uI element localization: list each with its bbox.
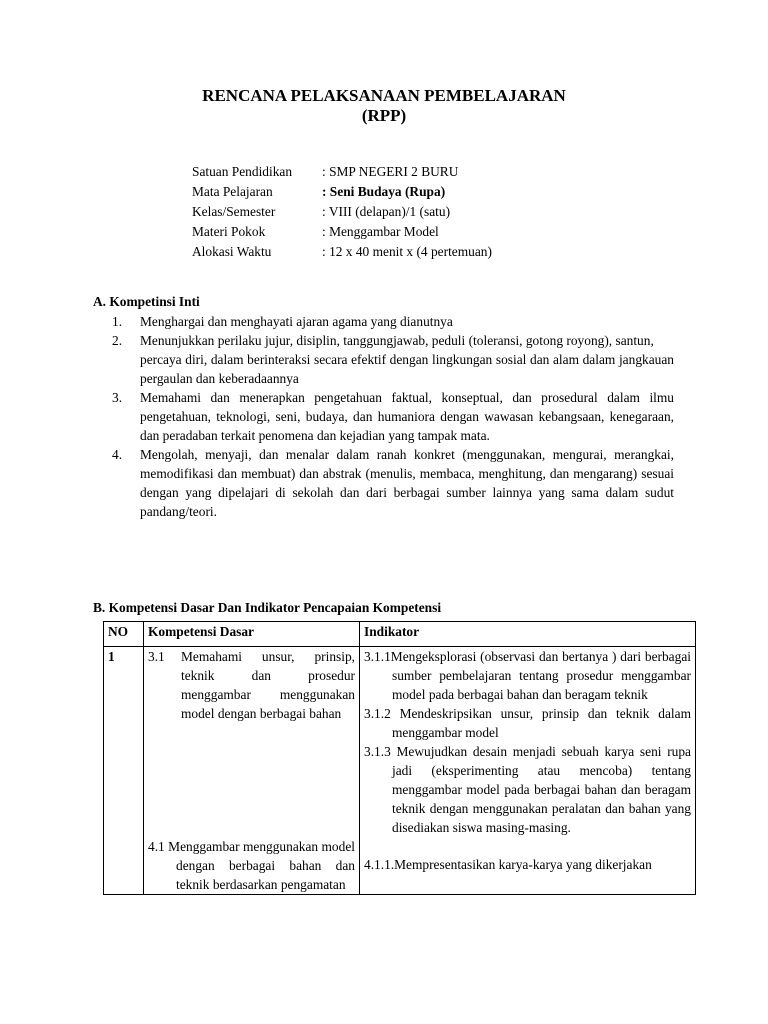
indicator-item: 3.1.3 Mewujudkan desain menjadi sebuah karya seni rupa jadi (eksperimenting atau mencoba) tentang menggambar model pada berbagai bahan dan beragam teknik dengan menggunakan peralatan dan bahan yang disediakan siswa masing-masing.	[364, 744, 691, 835]
info-row	[192, 242, 492, 262]
list-item	[112, 312, 674, 331]
header-no: NO	[104, 622, 144, 647]
info-label: Mata Pelajaran	[192, 184, 273, 199]
kd-item	[148, 647, 355, 723]
header-kompetensi-dasar: Kompetensi Dasar	[144, 622, 360, 647]
kd-text: Memahami unsur, prinsip, teknik dan prosedur menggambar menggunakan model dengan berbagai bahan	[181, 649, 355, 721]
indikator-cell	[360, 647, 696, 895]
row-number: 1	[104, 647, 144, 895]
kd-number: 3.1	[148, 649, 165, 664]
list-text: Memahami dan menerapkan pengetahuan faktual, konseptual, dan prosedural dalam ilmu pengetahuan, teknologi, seni, budaya, dan humaniora dengan wawasan kebangsaan, kenegaraan, dan peradaban terkait penomena dan kejadian yang tampak mata.	[140, 390, 674, 443]
title-line-1: RENCANA PELAKSANAAN PEMBELAJARAN	[202, 86, 566, 105]
kompetensi-dasar-cell	[144, 647, 360, 895]
info-row	[192, 182, 492, 202]
info-value: : Seni Budaya (Rupa)	[322, 184, 446, 199]
info-row	[192, 162, 492, 182]
document-title	[0, 86, 768, 126]
spacer	[364, 837, 691, 855]
kd-item: 4.1 Menggambar menggunakan model dengan berbagai bahan dan teknik berdasarkan pengamatan	[148, 839, 355, 892]
list-number: 2.	[112, 333, 123, 348]
list-text: Mengolah, menyaji, dan menalar dalam ranah konkret (menggunakan, mengurai, merangkai, memodifikasi dan membuat) dan abstrak (menulis, membaca, menghitung, dan mengarang) sesuai dengan yang dipelajari di sekolah dan dari berbagai sumber lainnya yang sama dalam sudut pandang/teori.	[140, 447, 674, 519]
info-value: : VIII (delapan)/1 (satu)	[322, 204, 451, 219]
spacer	[148, 723, 355, 837]
list-item	[112, 388, 674, 445]
indicator-item: 4.1.1.Mempresentasikan karya-karya yang dikerjakan	[364, 857, 652, 872]
info-label: Kelas/Semester	[192, 204, 276, 219]
section-a-heading: A. Kompetinsi Inti	[93, 294, 200, 309]
title-line-2: (RPP)	[361, 106, 407, 125]
list-item	[112, 331, 674, 388]
header-indikator: Indikator	[360, 622, 696, 647]
table-row	[104, 647, 696, 895]
list-text: Menghargai dan menghayati ajaran agama yang dianutnya	[140, 314, 453, 329]
list-text-group	[140, 331, 674, 388]
info-label: Satuan Pendidikan	[192, 164, 293, 179]
list-number: 3.	[112, 390, 123, 405]
identity-block	[192, 162, 492, 262]
list-number: 1.	[112, 314, 123, 329]
info-row	[192, 202, 492, 222]
info-row	[192, 222, 492, 242]
list-item	[112, 445, 674, 521]
list-text-continued: percaya diri, dalam berinteraksi secara efektif dengan lingkungan sosial dan alam dalam jangkauan pergaulan dan keberadaannya	[140, 352, 674, 386]
info-label: Materi Pokok	[192, 224, 266, 239]
indicator-item: 3.1.2 Mendeskripsikan unsur, prinsip dan teknik dalam menggambar model	[364, 706, 691, 740]
list-text: Menunjukkan perilaku jujur, disiplin, tanggungjawab, peduli (toleransi, gotong royong), santun,	[140, 333, 654, 348]
info-value: : Menggambar Model	[322, 224, 439, 239]
list-number: 4.	[112, 447, 123, 462]
competency-table	[103, 621, 696, 895]
table-header-row	[104, 622, 696, 647]
info-value: : 12 x 40 menit x (4 pertemuan)	[322, 244, 492, 259]
info-value: : SMP NEGERI 2 BURU	[322, 164, 459, 179]
indicator-item: 3.1.1Mengeksplorasi (observasi dan bertanya ) dari berbagai sumber pembelajaran tentang prosedur menggambar model pada berbagai bahan dan beragam teknik	[364, 649, 691, 702]
section-b-heading: B. Kompetensi Dasar Dan Indikator Pencapaian Kompetensi	[93, 600, 442, 615]
info-label: Alokasi Waktu	[192, 244, 272, 259]
core-competency-list	[112, 312, 674, 521]
